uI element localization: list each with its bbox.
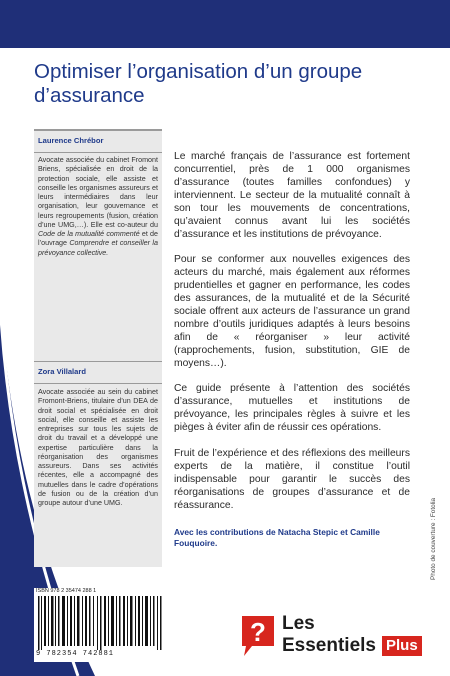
ean-number: 9 782354 742881 [36, 650, 115, 658]
logo-text-line1: Les [282, 613, 315, 634]
book-title: Comprendre et conseiller la prévoyance collective. [38, 239, 158, 257]
logo-text-line2: Essentiels [282, 635, 376, 656]
book-title: Code de la mutualité commenté [38, 230, 140, 238]
barcode-block [34, 588, 168, 662]
body-paragraph: Pour se conformer aux nouvelles exigences des acteurs du marché, mais également aux réformes prudentielles et gagner en performance, les codes des assurances, de la mutualité et de la Sécurité sociale offrent aux acteurs de l’assurance un grand nombre d’outils juridiques adaptés à leurs besoins afin de « réorganiser » leur activité (rapprochements, fusion, substitution, GIE de moyens…). [174, 254, 410, 369]
author-bio-text: Avocate associée du cabinet Fromont Briens, spécialisée en droit de la protection sociale, elle assiste et conseille les organismes assureurs et leurs intermédiaires dans leur organisation, leur gouvernance et leurs regroupements (fusion, création d’une UMG,…). Elle est co-auteur du [38, 156, 158, 229]
body-paragraph: Le marché français de l’assurance est fortement concurrentiel, près de 1 000 organismes d’assurance (toutes familles confondues) y interviennent. Le secteur de la mutualité connaît à son tour les mouvements de concentrations, qu’avaient connus avant lui les sociétés d’assurance et les institutions de prévoyance. [174, 151, 410, 240]
author-name: Zora Villalard [38, 367, 86, 376]
publisher-logo [238, 612, 428, 662]
photo-credit-text: Photo de couverture : Fotolia [430, 497, 437, 580]
contributions-note: Avec les contributions de Natacha Stepic et Camille Fouquoire. [174, 527, 380, 548]
body-paragraph: Ce guide présente à l’attention des sociétés d’assurance, mutuelles et institutions de prévoyance, les principales règles à suivre et les pièges à éviter afin de réussir ces opérations. [174, 383, 410, 433]
author-bio-text: et de l’ouvrage [38, 230, 158, 248]
author-bio [38, 156, 158, 258]
author-bio: Avocate associée au sein du cabinet Fromont-Briens, titulaire d’un DEA de droit social et spécialisée en droit social, elle conseille et assiste les entreprises sur tous les sujets de droit du travail et a développé une expertise particulière dans la réorganisation des organismes assureurs. Dans ses activités récentes, elle a accompagné des mutuelles dans le cadre d’opérations de fusion ou de la création d’un groupe autour d’une UMG. [38, 388, 158, 507]
logo-plus-badge: Plus [382, 636, 422, 656]
divider [34, 361, 162, 362]
isbn: ISBN 978 2 35474 288 1 [36, 588, 97, 594]
page-title: Optimiser l’organisation d’un groupe d’assurance [34, 60, 363, 107]
photo-credit [430, 497, 440, 590]
divider [34, 152, 162, 153]
body-paragraph: Fruit de l’expérience et des réflexions des meilleurs experts de la matière, il constitue l’outil indispensable pour garantir le succès des réorganisations de groupes d’assurance et de réassurance. [174, 448, 410, 511]
svg-text:?: ? [250, 617, 266, 647]
barcode-icon [36, 596, 164, 650]
divider [34, 383, 162, 384]
author-name: Laurence Chrébor [38, 136, 104, 145]
question-mark-icon [238, 612, 278, 658]
